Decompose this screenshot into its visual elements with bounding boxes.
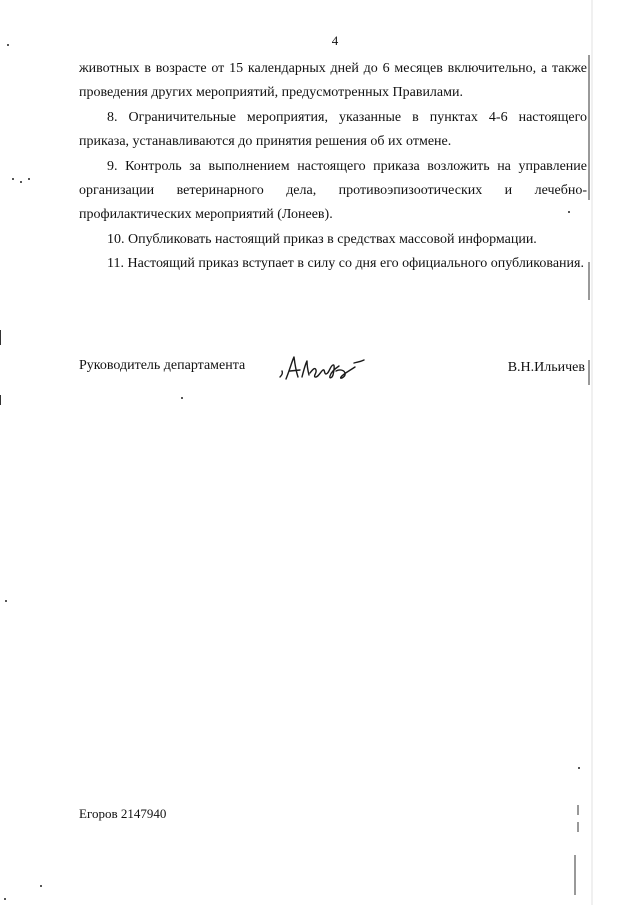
signatory-name: В.Н.Ильичев	[507, 360, 585, 375]
scan-speck	[578, 767, 580, 769]
page-number: 4	[331, 33, 339, 48]
document-body	[79, 57, 587, 277]
paragraph-item-10: 10. Опубликовать настоящий приказ в средствах массовой информации.	[107, 231, 537, 247]
scan-speck	[20, 181, 22, 183]
scan-speck	[12, 178, 14, 180]
scan-speck	[28, 178, 30, 180]
paragraph-item-8: 8. Ограничительные мероприятия, указанные в пунктах 4-6 настоящего приказа, устанавливаются до принятия решения об их отмене.	[79, 109, 587, 150]
scan-speck	[4, 898, 6, 900]
paragraph-item-11: 11. Настоящий приказ вступает в силу со дня его официального опубликования.	[107, 256, 584, 272]
scan-speck	[7, 44, 9, 46]
signatory-position: Руководитель департамента	[79, 358, 246, 373]
scan-speck	[181, 397, 183, 399]
executor-note: Егоров 2147940	[79, 806, 167, 821]
paragraph-item-9: 9. Контроль за выполнением настоящего приказа возложить на управление организации ветеринарного дела, противоэпизоотических и лечебно-профилактических мероприятий (Лонеев).	[79, 158, 587, 223]
handwritten-signature	[276, 351, 368, 385]
scan-speck	[5, 600, 7, 602]
paragraph-continuation: животных в возрасте от 15 календарных дней до 6 месяцев включительно, а также проведения других мероприятий, предусмотренных Правилами.	[79, 61, 587, 101]
scan-speck	[568, 211, 570, 213]
scan-speck	[40, 885, 42, 887]
